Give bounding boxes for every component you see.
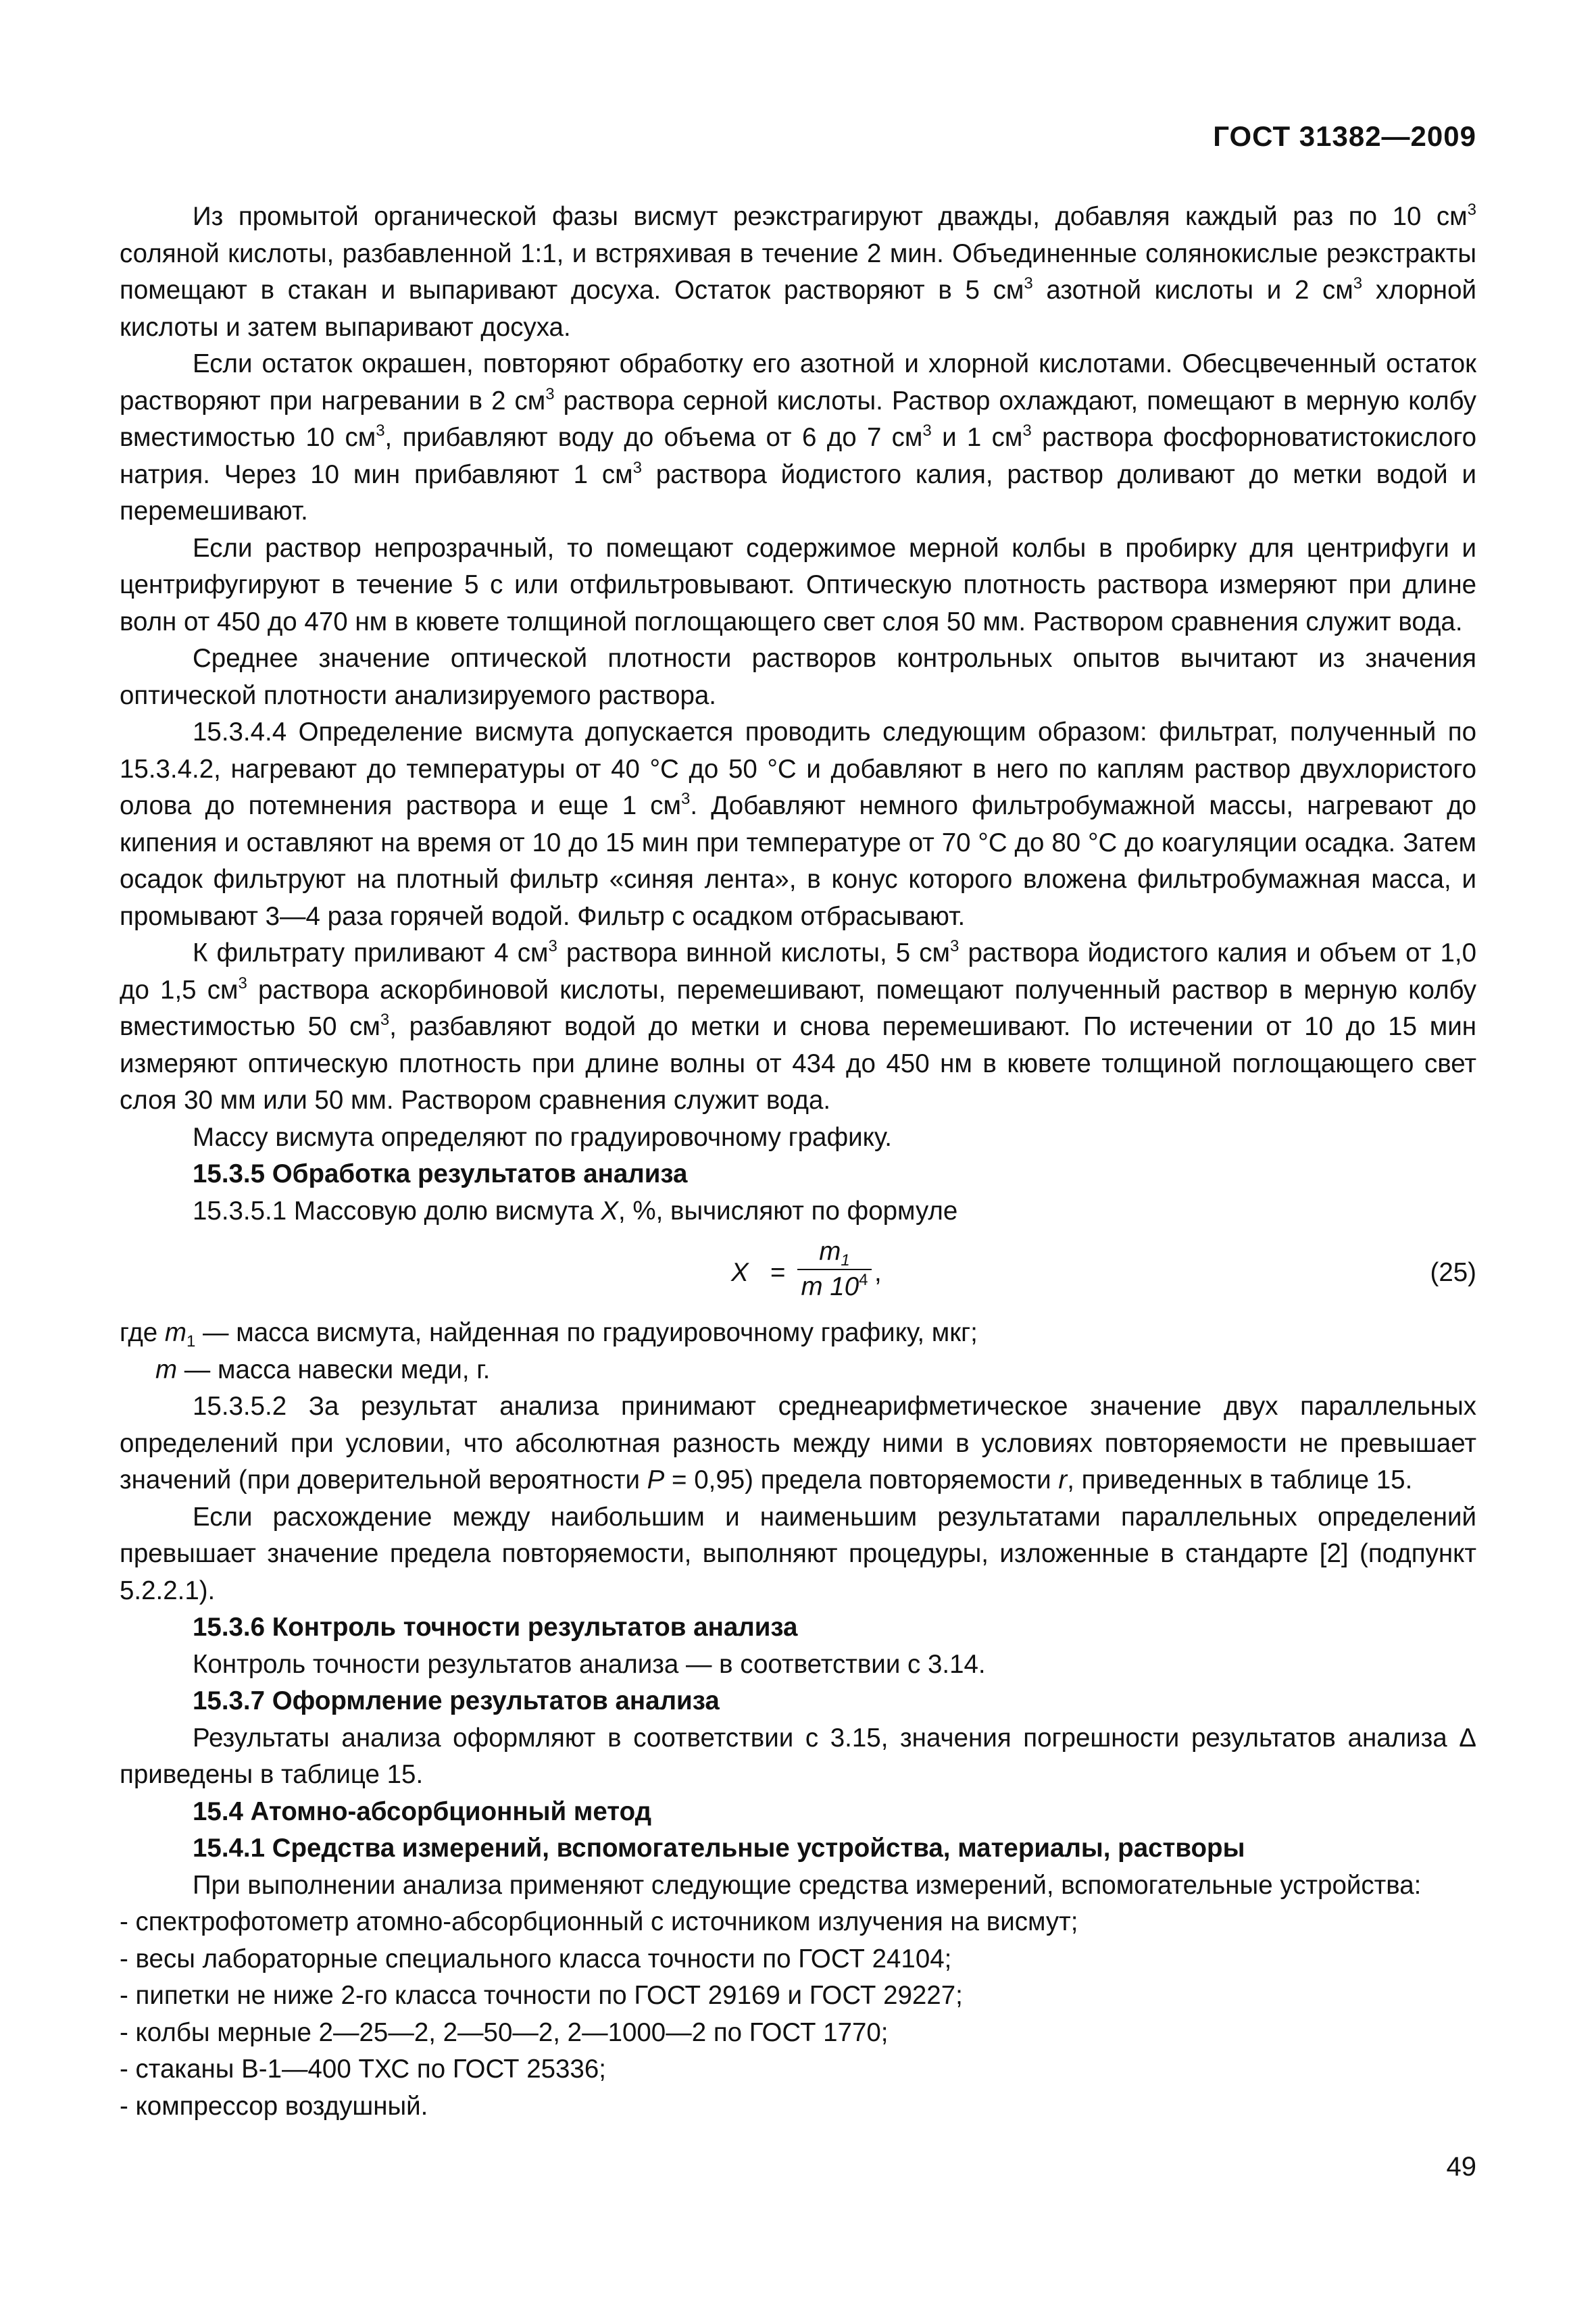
list-item: - спектрофотометр атомно-абсорбционный с источником излучения на висмут; [120, 1907, 1078, 1936]
where-clause: где $m_1$ — масса висмута, найденная по градуировочному графику, мкг; [120, 1318, 978, 1351]
section-heading: 15.4 Атомно-абсорбционный метод [193, 1796, 652, 1826]
paragraph: К фильтрату приливают 4 $см^3$ раствора винной кислоты, 5 $см^3$ раствора йодистого калия и объем от 1,0 до 1,5 $см^3$ раствора аскорбиновой кислоты, перемешивают, помещают полученный раствор в мерную колбу вместимостью 50 $см^3$, разбавляют водой до метки и снова перемешивают. По истечении от 10 до 15 мин измеряют оптическую плотность при длине волны от 434 до 450 нм в кювете толщиной поглощающего свет слоя 30 мм или 50 мм. Раствором сравнения служит вода. [120, 937, 1476, 1115]
formula-equals: = [770, 1258, 786, 1287]
section-heading: 15.3.5 Обработка результатов анализа [193, 1159, 688, 1188]
list-item: - колбы мерные 2—25—2, 2—50—2, 2—1000—2 по ГОСТ 1770; [120, 2017, 889, 2047]
formula-denominator: m $10^4$ [801, 1271, 868, 1301]
formula-number: (25) [1430, 1258, 1476, 1287]
body-text [120, 199, 1476, 2125]
paragraph: Результаты анализа оформляют в соответствии с 3.15, значения погрешности результатов анализа Δ приведены в таблице 15. [120, 1723, 1476, 1789]
formula-25 [120, 1230, 1476, 1315]
list-item: - стаканы В-1—400 ТХС по ГОСТ 25336; [120, 2055, 606, 2084]
formula-comma: , [874, 1258, 882, 1287]
section-heading: 15.3.6 Контроль точности результатов анализа [193, 1613, 798, 1642]
paragraph: Если расхождение между наибольшим и наименьшим результатами параллельных определений превышает значение предела повторяемости, выполняют процедуры, изложенные в стандарте [2] (подпункт 5.2.2.1). [120, 1502, 1476, 1605]
paragraph: Среднее значение оптической плотности растворов контрольных опытов вычитают из значения оптической плотности анализируемого раствора. [120, 644, 1476, 710]
paragraph: Массу висмута определяют по градуировочному графику. [193, 1122, 892, 1152]
paragraph: Если остаток окрашен, повторяют обработку его азотной и хлорной кислотами. Обесцвеченный остаток растворяют при нагревании в 2 $см^3$ раствора серной кислоты. Раствор охлаждают, помещают в мерную колбу вместимостью 10 $см^3$, прибавляют воду до объема от 6 до 7 $см^3$ и 1 $см^3$ раствора фосфорноватистокислого натрия. Через 10 мин прибавляют 1 $см^3$ раствора йодистого калия, раствор доливают до метки водой и перемешивают. [120, 349, 1476, 526]
list-item: - весы лабораторные специального класса точности по ГОСТ 24104; [120, 1944, 952, 1973]
running-header: ГОСТ 31382—2009 [1213, 120, 1476, 152]
paragraph: 15.3.5.2 За результат анализа принимают среднеарифметическое значение двух параллельных определений при условии, что абсолютная разность между ними в условиях повторяемости не превышает значений (при доверительной вероятности P = 0,95) предела повторяемости r, приведенных в таблице 15. [120, 1392, 1476, 1494]
where-clause: m — масса навески меди, г. [155, 1355, 491, 1384]
formula-lhs: X [731, 1258, 749, 1287]
paragraph: При выполнении анализа применяют следующие средства измерений, вспомогательные устройства: [193, 1870, 1422, 1900]
list-item: - пипетки не ниже 2-го класса точности по ГОСТ 29169 и ГОСТ 29227; [120, 1981, 963, 2010]
section-heading: 15.3.7 Оформление результатов анализа [193, 1686, 720, 1715]
formula-numerator: $m_1$ [819, 1237, 850, 1269]
paragraph: Если раствор непрозрачный, то помещают содержимое мерной колбы в пробирку для центрифуги и центрифугируют в течение 5 с или отфильтровывают. Оптическую плотность раствора измеряют при длине волн от 450 до 470 нм в кювете толщиной поглощающего свет слоя 50 мм. Раствором сравнения служит вода. [120, 533, 1476, 636]
paragraph: 15.3.5.1 Массовую долю висмута X, %, вычисляют по формуле [193, 1196, 958, 1226]
page-number: 49 [1446, 2152, 1476, 2182]
paragraph: Контроль точности результатов анализа — в соответствии с 3.14. [193, 1649, 986, 1679]
list-item: - компрессор воздушный. [120, 2091, 428, 2121]
formula-fraction [797, 1235, 872, 1304]
paragraph: Из промытой органической фазы висмут реэкстрагируют дважды, добавляя каждый раз по 10 $см^3$ соляной кислоты, разбавленной 1:1, и встряхивая в течение 2 мин. Объединенные солянокислые реэкстракты помещают в стакан и выпаривают досуха. Остаток растворяют в 5 $см^3$ азотной кислоты и 2 $см^3$ хлорной кислоты и затем выпаривают досуха. [120, 201, 1476, 342]
paragraph: 15.3.4.4 Определение висмута допускается проводить следующим образом: фильтрат, полученный по 15.3.4.2, нагревают до температуры от 40 °С до 50 °С и добавляют в него по каплям раствор двухлористого олова до потемнения раствора и еще 1 $см^3$. Добавляют немного фильтробумажной массы, нагревают до кипения и оставляют на время от 10 до 15 мин при температуре от 70 °С до 80 °С до коагуляции осадка. Затем осадок фильтруют на плотный фильтр «синяя лента», в конус которого вложена фильтробумажная масса, и промывают 3—4 раза горячей водой. Фильтр с осадком отбрасывают. [120, 718, 1476, 931]
section-heading: 15.4.1 Средства измерений, вспомогательные устройства, материалы, растворы [193, 1834, 1245, 1863]
